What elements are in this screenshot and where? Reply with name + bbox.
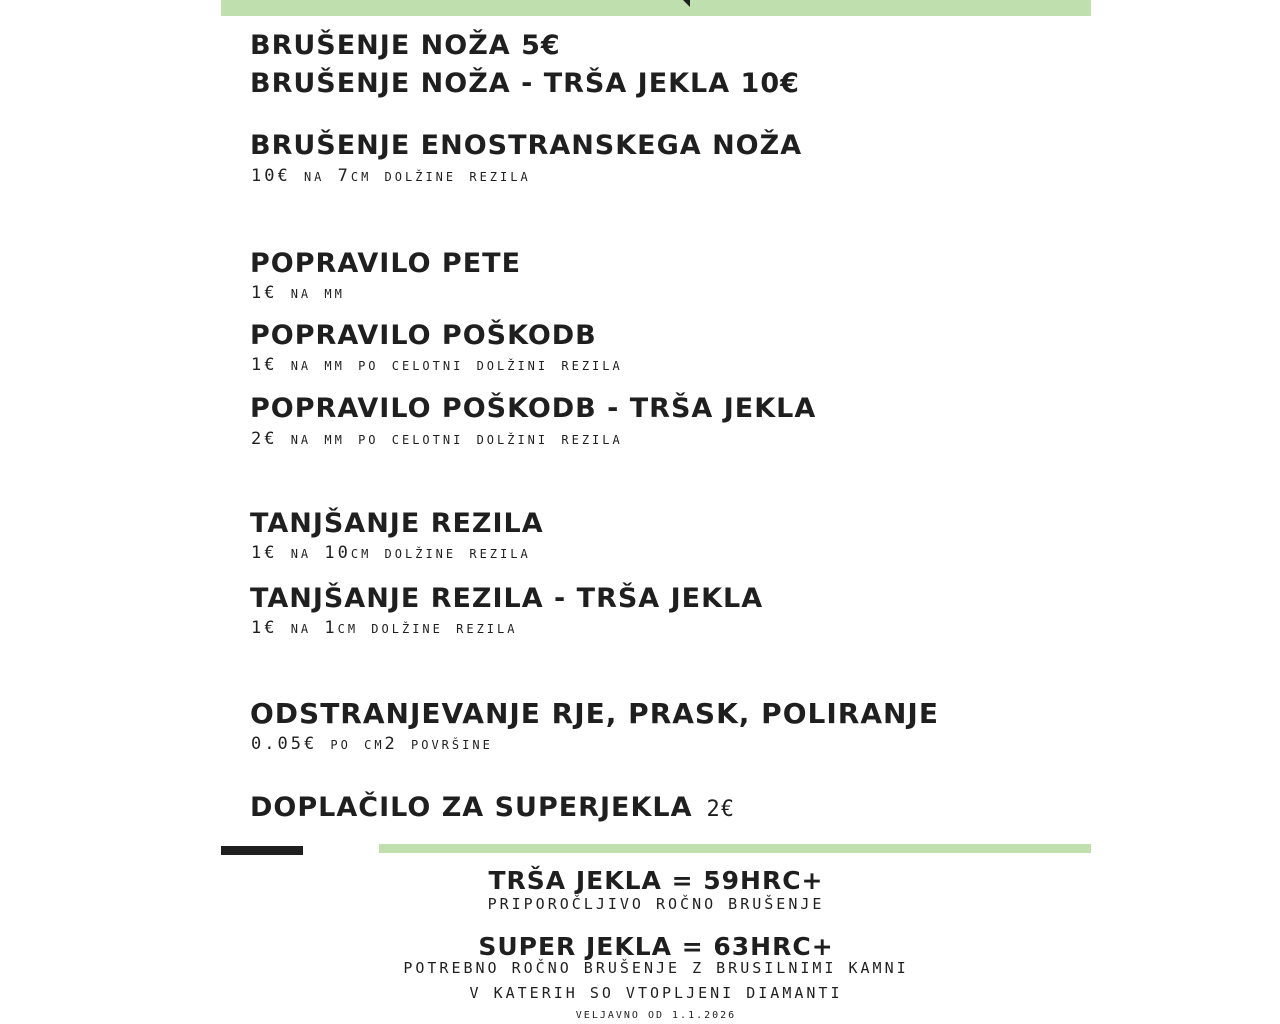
footer-accent-bar [379, 844, 1091, 853]
damage-repair-hard-price: 2€ na mm po celotni dolžini rezila [251, 429, 623, 449]
super-steel-definition: SUPER JEKLA = 63HRC+ [478, 932, 834, 961]
thinning-title: TANJŠANJE REZILA [250, 508, 544, 539]
valid-from-date: VELJAVNO OD 1.1.2026 [575, 1010, 737, 1021]
rust-removal-title: ODSTRANJEVANJE RJE, PRASK, POLIRANJE [250, 697, 939, 730]
thinning-price: 1€ na 10cm dolžine rezila [251, 543, 531, 563]
thinning-hard-price: 1€ na 1cm dolžine rezila [251, 618, 518, 638]
thinning-hard-title: TANJŠANJE REZILA - TRŠA JEKLA [250, 583, 764, 614]
footer-black-bar [221, 846, 303, 855]
super-steel-note-line-2: V KATERIH SO VTOPLJENI DIAMANTI [469, 984, 843, 1002]
damage-repair-title: POPRAVILO POŠKODB [250, 320, 597, 351]
supersteel-surcharge-price: 2€ [706, 797, 735, 822]
supersteel-surcharge-row [250, 794, 735, 821]
sharpening-title: BRUŠENJE NOŽA 5€ [250, 30, 561, 61]
hard-steel-note: PRIPOROČLJIVO ROČNO BRUŠENJE [487, 895, 825, 913]
heel-repair-price: 1€ na mm [251, 283, 345, 303]
rust-removal-price: 0.05€ po cm2 površine [251, 734, 493, 754]
damage-repair-hard-title: POPRAVILO POŠKODB - TRŠA JEKLA [250, 393, 817, 424]
top-notch-mark [683, 0, 690, 7]
single-bevel-title: BRUŠENJE ENOSTRANSKEGA NOŽA [250, 130, 803, 161]
hard-steel-definition: TRŠA JEKLA = 59HRC+ [488, 866, 824, 895]
heel-repair-title: POPRAVILO PETE [250, 248, 522, 279]
top-accent-bar [221, 0, 1091, 16]
damage-repair-price: 1€ na mm po celotni dolžini rezila [251, 355, 623, 375]
super-steel-note-line-1: POTREBNO ROČNO BRUŠENJE Z BRUSILNIMI KAMNI [403, 959, 909, 977]
sharpening-hard-title: BRUŠENJE NOŽA - TRŠA JEKLA 10€ [250, 68, 800, 99]
single-bevel-price: 10€ na 7cm dolžine rezila [251, 166, 531, 186]
supersteel-surcharge-title: DOPLAČILO ZA SUPERJEKLA [250, 792, 693, 823]
